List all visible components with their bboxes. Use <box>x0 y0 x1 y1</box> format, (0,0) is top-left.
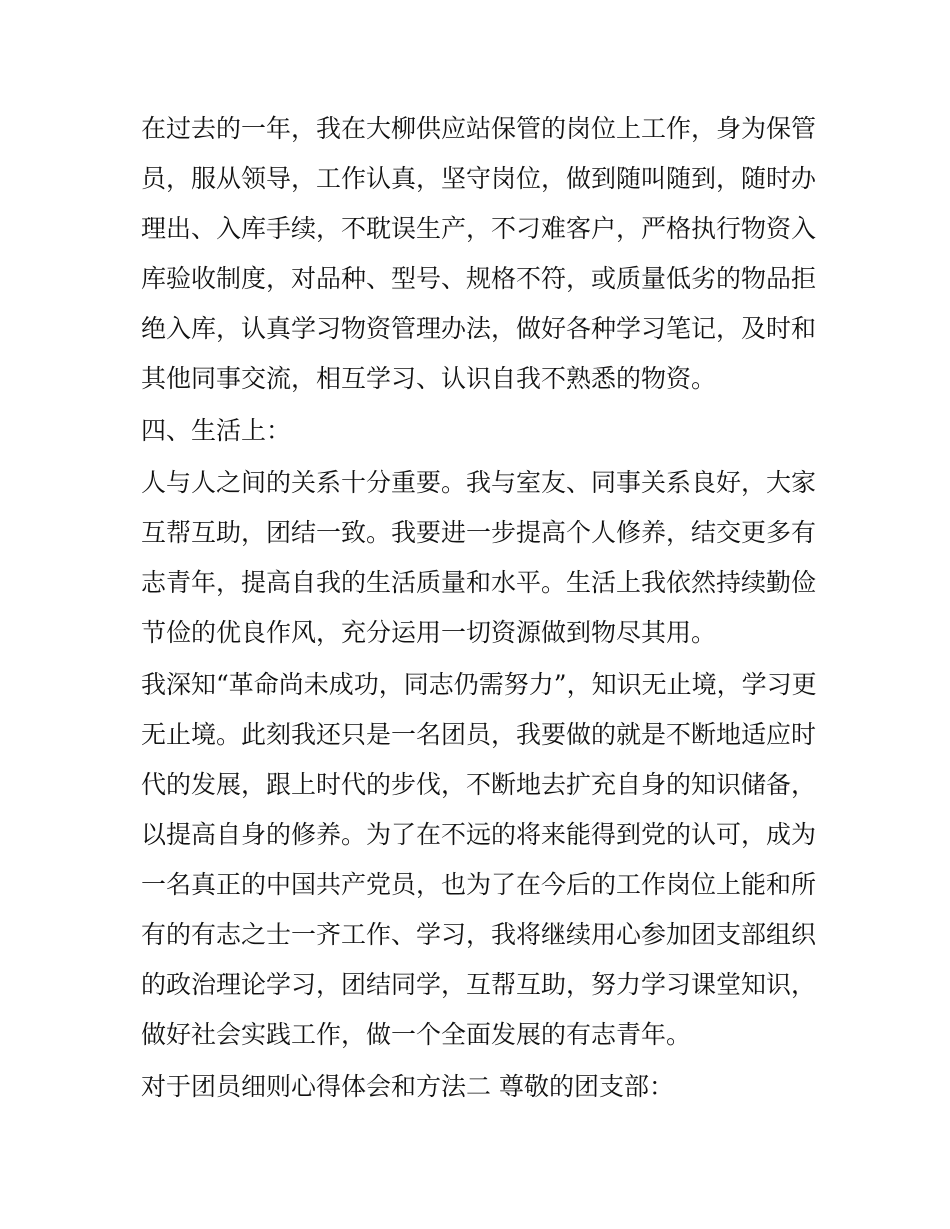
text-line: 在过去的一年，我在大柳供应站保管的岗位上工作，身为保管 <box>141 114 817 143</box>
text-line: 志青年，提高自我的生活质量和水平。生活上我依然持续勤俭 <box>141 568 817 597</box>
paragraph-work-summary <box>141 104 821 404</box>
text-line: 代的发展，跟上时代的步伐，不断地去扩充自身的知识储备， <box>141 770 817 799</box>
text-line: 节俭的优良作风，充分运用一切资源做到物尽其用。 <box>141 618 717 647</box>
text-line: 无止境。此刻我还只是一名团员，我要做的就是不断地适应时 <box>141 720 817 749</box>
text-line: 库验收制度，对品种、型号、规格不符，或质量低劣的物品拒 <box>141 264 817 293</box>
text-line: 的政治理论学习，团结同学，互帮互助，努力学习课堂知识， <box>141 970 817 999</box>
text-line: 对于团员细则心得体会和方法二 尊敬的团支部： <box>141 1072 674 1101</box>
text-line: 我深知“革命尚未成功，同志仍需努力”，知识无止境，学习更 <box>141 670 817 699</box>
text-line: 互帮互助，团结一致。我要进一步提高个人修养，结交更多有 <box>141 518 817 547</box>
paragraph-closing-title <box>141 1062 821 1112</box>
text-line: 绝入库，认真学习物资管理办法，做好各种学习笔记，及时和 <box>141 314 817 343</box>
text-line: 以提高自身的修养。为了在不远的将来能得到党的认可，成为 <box>141 820 817 849</box>
text-line: 做好社会实践工作，做一个全面发展的有志青年。 <box>141 1020 692 1049</box>
text-line: 有的有志之士一齐工作、学习，我将继续用心参加团支部组织 <box>141 920 817 949</box>
document-body <box>141 104 821 1112</box>
text-line: 一名真正的中国共产党员，也为了在今后的工作岗位上能和所 <box>141 870 817 899</box>
section-heading-life <box>141 406 821 456</box>
text-line: 人与人之间的关系十分重要。我与室友、同事关系良好，大家 <box>141 468 817 497</box>
paragraph-relationships <box>141 458 821 658</box>
heading-line: 四、生活上： <box>141 416 292 445</box>
text-line: 员，服从领导，工作认真，坚守岗位，做到随叫随到，随时办 <box>141 164 817 193</box>
text-line: 理出、入库手续，不耽误生产，不刁难客户，严格执行物资入 <box>141 214 817 243</box>
text-line: 其他同事交流，相互学习、认识自我不熟悉的物资。 <box>141 364 717 393</box>
paragraph-aspirations <box>141 660 821 1060</box>
